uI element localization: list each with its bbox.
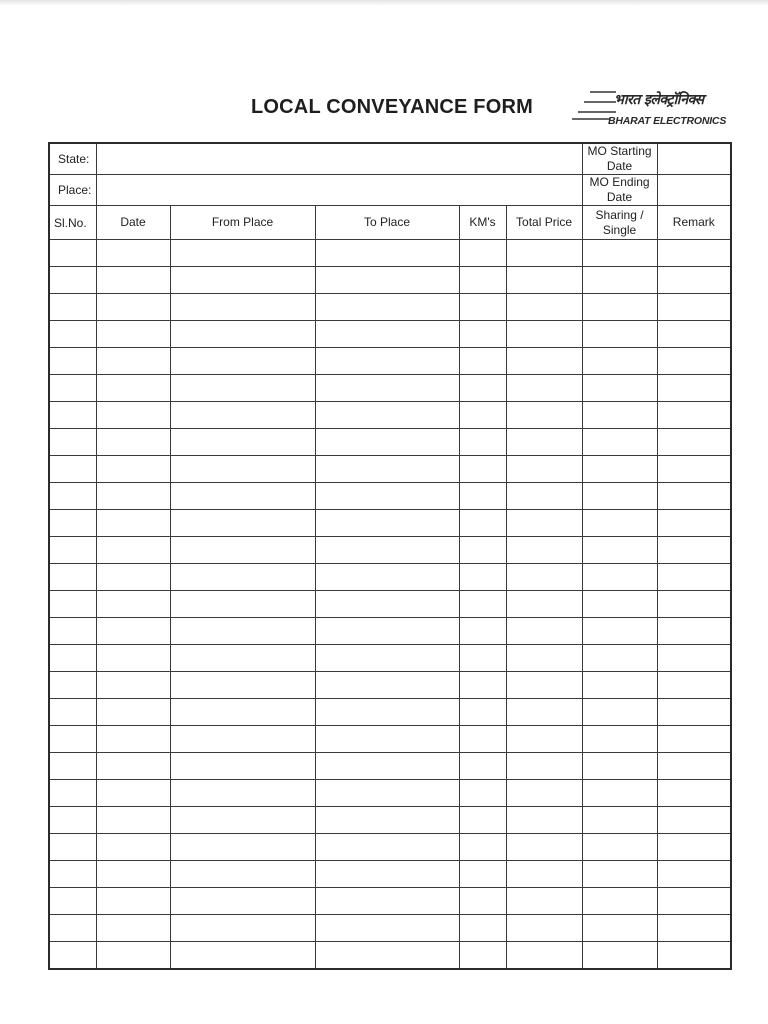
cell-sl-no[interactable] [49, 510, 96, 537]
table-row [49, 402, 731, 429]
col-sharing-single [582, 206, 657, 240]
cell-date[interactable] [96, 402, 170, 429]
cell-remark[interactable] [657, 942, 731, 969]
cell-total-price[interactable] [506, 483, 582, 510]
cell-remark[interactable] [657, 483, 731, 510]
cell-from-place[interactable] [170, 537, 315, 564]
mo-ending-date-label: MO Ending Date [582, 175, 657, 206]
logo-english-text: BHARAT ELECTRONICS [608, 115, 727, 127]
cell-date[interactable] [96, 915, 170, 942]
logo-hindi-text: भारत इलेक्ट्रॉनिक्स [614, 92, 704, 108]
cell-from-place[interactable] [170, 510, 315, 537]
cell-to-place[interactable] [315, 618, 459, 645]
col-sharing-line1: Sharing / [595, 207, 644, 222]
cell-to-place[interactable] [315, 267, 459, 294]
cell-to-place[interactable] [315, 888, 459, 915]
cell-sharing-single[interactable] [582, 807, 657, 834]
cell-date[interactable] [96, 861, 170, 888]
cell-sharing-single[interactable] [582, 402, 657, 429]
col-remark: Remark [657, 206, 731, 240]
cell-kms[interactable] [459, 294, 506, 321]
cell-to-place[interactable] [315, 753, 459, 780]
cell-kms[interactable] [459, 618, 506, 645]
cell-to-place[interactable] [315, 699, 459, 726]
cell-to-place[interactable] [315, 726, 459, 753]
cell-total-price[interactable] [506, 780, 582, 807]
cell-kms[interactable] [459, 456, 506, 483]
cell-date[interactable] [96, 267, 170, 294]
cell-kms[interactable] [459, 807, 506, 834]
cell-from-place[interactable] [170, 807, 315, 834]
table-row [49, 672, 731, 699]
mo-starting-date-field[interactable] [657, 143, 731, 175]
table-row [49, 780, 731, 807]
cell-to-place[interactable] [315, 564, 459, 591]
cell-to-place[interactable] [315, 807, 459, 834]
cell-sl-no[interactable] [49, 348, 96, 375]
cell-sl-no[interactable] [49, 807, 96, 834]
cell-sharing-single[interactable] [582, 537, 657, 564]
cell-date[interactable] [96, 888, 170, 915]
cell-from-place[interactable] [170, 834, 315, 861]
cell-sharing-single[interactable] [582, 618, 657, 645]
cell-date[interactable] [96, 429, 170, 456]
cell-total-price[interactable] [506, 348, 582, 375]
cell-date[interactable] [96, 348, 170, 375]
cell-to-place[interactable] [315, 834, 459, 861]
cell-total-price[interactable] [506, 861, 582, 888]
cell-date[interactable] [96, 483, 170, 510]
col-sl-no: Sl.No. [49, 206, 96, 240]
mo-starting-date-label: MO Starting Date [582, 143, 657, 175]
col-total-price: Total Price [506, 206, 582, 240]
cell-date[interactable] [96, 834, 170, 861]
cell-total-price[interactable] [506, 267, 582, 294]
cell-total-price[interactable] [506, 429, 582, 456]
cell-total-price[interactable] [506, 456, 582, 483]
cell-remark[interactable] [657, 888, 731, 915]
cell-kms[interactable] [459, 348, 506, 375]
col-to-place: To Place [315, 206, 459, 240]
cell-kms[interactable] [459, 321, 506, 348]
cell-to-place[interactable] [315, 537, 459, 564]
cell-from-place[interactable] [170, 267, 315, 294]
table-row [49, 807, 731, 834]
table-row [49, 429, 731, 456]
cell-date[interactable] [96, 780, 170, 807]
cell-total-price[interactable] [506, 753, 582, 780]
table-row [49, 321, 731, 348]
place-label: Place: [49, 175, 96, 206]
cell-sl-no[interactable] [49, 429, 96, 456]
cell-sharing-single[interactable] [582, 942, 657, 969]
cell-remark[interactable] [657, 321, 731, 348]
table-row [49, 294, 731, 321]
cell-to-place[interactable] [315, 321, 459, 348]
cell-remark[interactable] [657, 834, 731, 861]
cell-total-price[interactable] [506, 402, 582, 429]
cell-kms[interactable] [459, 672, 506, 699]
cell-sl-no[interactable] [49, 699, 96, 726]
cell-sharing-single[interactable] [582, 834, 657, 861]
cell-from-place[interactable] [170, 240, 315, 267]
cell-date[interactable] [96, 618, 170, 645]
cell-sl-no[interactable] [49, 753, 96, 780]
table-row [49, 699, 731, 726]
cell-from-place[interactable] [170, 294, 315, 321]
cell-total-price[interactable] [506, 564, 582, 591]
cell-total-price[interactable] [506, 915, 582, 942]
cell-kms[interactable] [459, 915, 506, 942]
conveyance-table [48, 142, 732, 970]
cell-to-place[interactable] [315, 240, 459, 267]
cell-from-place[interactable] [170, 888, 315, 915]
cell-to-place[interactable] [315, 915, 459, 942]
cell-date[interactable] [96, 240, 170, 267]
cell-from-place[interactable] [170, 942, 315, 969]
cell-total-price[interactable] [506, 240, 582, 267]
cell-remark[interactable] [657, 537, 731, 564]
table-row [49, 915, 731, 942]
cell-to-place[interactable] [315, 456, 459, 483]
cell-sharing-single[interactable] [582, 591, 657, 618]
place-field[interactable] [96, 175, 582, 206]
cell-kms[interactable] [459, 888, 506, 915]
cell-sharing-single[interactable] [582, 294, 657, 321]
cell-total-price[interactable] [506, 321, 582, 348]
cell-kms[interactable] [459, 699, 506, 726]
cell-sl-no[interactable] [49, 240, 96, 267]
cell-remark[interactable] [657, 699, 731, 726]
cell-total-price[interactable] [506, 618, 582, 645]
cell-sl-no[interactable] [49, 780, 96, 807]
table-row [49, 267, 731, 294]
cell-sharing-single[interactable] [582, 672, 657, 699]
col-kms: KM's [459, 206, 506, 240]
cell-sl-no[interactable] [49, 267, 96, 294]
table-row [49, 375, 731, 402]
cell-remark[interactable] [657, 591, 731, 618]
cell-sl-no[interactable] [49, 834, 96, 861]
table-row [49, 888, 731, 915]
cell-to-place[interactable] [315, 429, 459, 456]
cell-kms[interactable] [459, 726, 506, 753]
cell-to-place[interactable] [315, 348, 459, 375]
table-row [49, 591, 731, 618]
cell-sl-no[interactable] [49, 591, 96, 618]
cell-sl-no[interactable] [49, 294, 96, 321]
cell-from-place[interactable] [170, 699, 315, 726]
cell-sl-no[interactable] [49, 321, 96, 348]
cell-sharing-single[interactable] [582, 861, 657, 888]
cell-from-place[interactable] [170, 321, 315, 348]
col-from-place: From Place [170, 206, 315, 240]
cell-remark[interactable] [657, 726, 731, 753]
cell-sl-no[interactable] [49, 456, 96, 483]
table-row [49, 240, 731, 267]
cell-sharing-single[interactable] [582, 483, 657, 510]
cell-date[interactable] [96, 375, 170, 402]
cell-kms[interactable] [459, 375, 506, 402]
cell-from-place[interactable] [170, 915, 315, 942]
table-row [49, 726, 731, 753]
cell-sl-no[interactable] [49, 672, 96, 699]
cell-remark[interactable] [657, 510, 731, 537]
cell-remark[interactable] [657, 564, 731, 591]
place-row [49, 175, 731, 206]
cell-sl-no[interactable] [49, 618, 96, 645]
cell-remark[interactable] [657, 375, 731, 402]
cell-kms[interactable] [459, 402, 506, 429]
cell-remark[interactable] [657, 429, 731, 456]
table-row [49, 618, 731, 645]
cell-kms[interactable] [459, 240, 506, 267]
cell-sharing-single[interactable] [582, 429, 657, 456]
cell-sl-no[interactable] [49, 564, 96, 591]
cell-from-place[interactable] [170, 618, 315, 645]
cell-date[interactable] [96, 321, 170, 348]
cell-kms[interactable] [459, 645, 506, 672]
cell-total-price[interactable] [506, 294, 582, 321]
cell-date[interactable] [96, 699, 170, 726]
cell-total-price[interactable] [506, 834, 582, 861]
cell-from-place[interactable] [170, 726, 315, 753]
cell-sl-no[interactable] [49, 402, 96, 429]
cell-remark[interactable] [657, 402, 731, 429]
cell-sharing-single[interactable] [582, 645, 657, 672]
state-field[interactable] [96, 143, 582, 175]
cell-to-place[interactable] [315, 375, 459, 402]
cell-sharing-single[interactable] [582, 240, 657, 267]
table-row [49, 753, 731, 780]
cell-date[interactable] [96, 510, 170, 537]
cell-kms[interactable] [459, 780, 506, 807]
cell-sl-no[interactable] [49, 888, 96, 915]
table-row [49, 861, 731, 888]
cell-remark[interactable] [657, 780, 731, 807]
cell-sl-no[interactable] [49, 537, 96, 564]
cell-from-place[interactable] [170, 564, 315, 591]
cell-sharing-single[interactable] [582, 348, 657, 375]
cell-to-place[interactable] [315, 402, 459, 429]
cell-remark[interactable] [657, 753, 731, 780]
cell-date[interactable] [96, 726, 170, 753]
cell-total-price[interactable] [506, 942, 582, 969]
cell-kms[interactable] [459, 591, 506, 618]
cell-total-price[interactable] [506, 375, 582, 402]
cell-kms[interactable] [459, 834, 506, 861]
table-row [49, 483, 731, 510]
state-row [49, 143, 731, 175]
cell-kms[interactable] [459, 942, 506, 969]
cell-from-place[interactable] [170, 753, 315, 780]
cell-to-place[interactable] [315, 591, 459, 618]
cell-to-place[interactable] [315, 294, 459, 321]
cell-remark[interactable] [657, 618, 731, 645]
cell-from-place[interactable] [170, 348, 315, 375]
cell-sharing-single[interactable] [582, 699, 657, 726]
cell-kms[interactable] [459, 429, 506, 456]
cell-from-place[interactable] [170, 402, 315, 429]
cell-remark[interactable] [657, 294, 731, 321]
cell-from-place[interactable] [170, 375, 315, 402]
cell-total-price[interactable] [506, 672, 582, 699]
cell-kms[interactable] [459, 510, 506, 537]
cell-remark[interactable] [657, 807, 731, 834]
cell-date[interactable] [96, 294, 170, 321]
cell-to-place[interactable] [315, 672, 459, 699]
table-row [49, 537, 731, 564]
cell-to-place[interactable] [315, 645, 459, 672]
cell-date[interactable] [96, 537, 170, 564]
scan-top-edge [0, 0, 768, 6]
cell-remark[interactable] [657, 240, 731, 267]
cell-remark[interactable] [657, 861, 731, 888]
cell-from-place[interactable] [170, 483, 315, 510]
table-row [49, 348, 731, 375]
cell-date[interactable] [96, 591, 170, 618]
cell-date[interactable] [96, 753, 170, 780]
mo-ending-date-field[interactable] [657, 175, 731, 206]
cell-kms[interactable] [459, 564, 506, 591]
cell-to-place[interactable] [315, 861, 459, 888]
cell-date[interactable] [96, 942, 170, 969]
cell-total-price[interactable] [506, 888, 582, 915]
table-row [49, 645, 731, 672]
cell-from-place[interactable] [170, 591, 315, 618]
cell-sl-no[interactable] [49, 726, 96, 753]
cell-sl-no[interactable] [49, 645, 96, 672]
cell-from-place[interactable] [170, 456, 315, 483]
cell-total-price[interactable] [506, 699, 582, 726]
cell-remark[interactable] [657, 267, 731, 294]
cell-date[interactable] [96, 456, 170, 483]
cell-remark[interactable] [657, 456, 731, 483]
cell-remark[interactable] [657, 672, 731, 699]
cell-sharing-single[interactable] [582, 753, 657, 780]
table-row [49, 942, 731, 969]
cell-from-place[interactable] [170, 780, 315, 807]
cell-sharing-single[interactable] [582, 726, 657, 753]
cell-date[interactable] [96, 672, 170, 699]
cell-date[interactable] [96, 564, 170, 591]
cell-to-place[interactable] [315, 780, 459, 807]
table-row [49, 510, 731, 537]
cell-from-place[interactable] [170, 672, 315, 699]
cell-sharing-single[interactable] [582, 267, 657, 294]
cell-total-price[interactable] [506, 807, 582, 834]
cell-total-price[interactable] [506, 510, 582, 537]
cell-kms[interactable] [459, 267, 506, 294]
cell-remark[interactable] [657, 348, 731, 375]
cell-kms[interactable] [459, 537, 506, 564]
cell-from-place[interactable] [170, 429, 315, 456]
cell-sharing-single[interactable] [582, 375, 657, 402]
cell-sl-no[interactable] [49, 915, 96, 942]
cell-total-price[interactable] [506, 537, 582, 564]
cell-sharing-single[interactable] [582, 510, 657, 537]
cell-kms[interactable] [459, 753, 506, 780]
cell-remark[interactable] [657, 645, 731, 672]
state-label: State: [49, 143, 96, 175]
cell-total-price[interactable] [506, 726, 582, 753]
company-logo [570, 88, 735, 134]
cell-sl-no[interactable] [49, 483, 96, 510]
cell-from-place[interactable] [170, 861, 315, 888]
cell-to-place[interactable] [315, 510, 459, 537]
col-sharing-line2: Single [602, 222, 637, 237]
cell-sl-no[interactable] [49, 861, 96, 888]
form-title: LOCAL CONVEYANCE FORM [250, 96, 533, 118]
cell-sharing-single[interactable] [582, 915, 657, 942]
cell-sharing-single[interactable] [582, 780, 657, 807]
cell-date[interactable] [96, 645, 170, 672]
cell-from-place[interactable] [170, 645, 315, 672]
cell-remark[interactable] [657, 915, 731, 942]
cell-sharing-single[interactable] [582, 564, 657, 591]
cell-kms[interactable] [459, 483, 506, 510]
cell-sl-no[interactable] [49, 375, 96, 402]
col-date: Date [96, 206, 170, 240]
table-row [49, 456, 731, 483]
column-header-row [49, 206, 731, 240]
table-row [49, 834, 731, 861]
cell-sharing-single[interactable] [582, 888, 657, 915]
cell-to-place[interactable] [315, 483, 459, 510]
cell-sharing-single[interactable] [582, 456, 657, 483]
cell-sharing-single[interactable] [582, 321, 657, 348]
table-row [49, 564, 731, 591]
cell-sl-no[interactable] [49, 942, 96, 969]
cell-date[interactable] [96, 807, 170, 834]
cell-to-place[interactable] [315, 942, 459, 969]
cell-total-price[interactable] [506, 645, 582, 672]
cell-kms[interactable] [459, 861, 506, 888]
cell-total-price[interactable] [506, 591, 582, 618]
